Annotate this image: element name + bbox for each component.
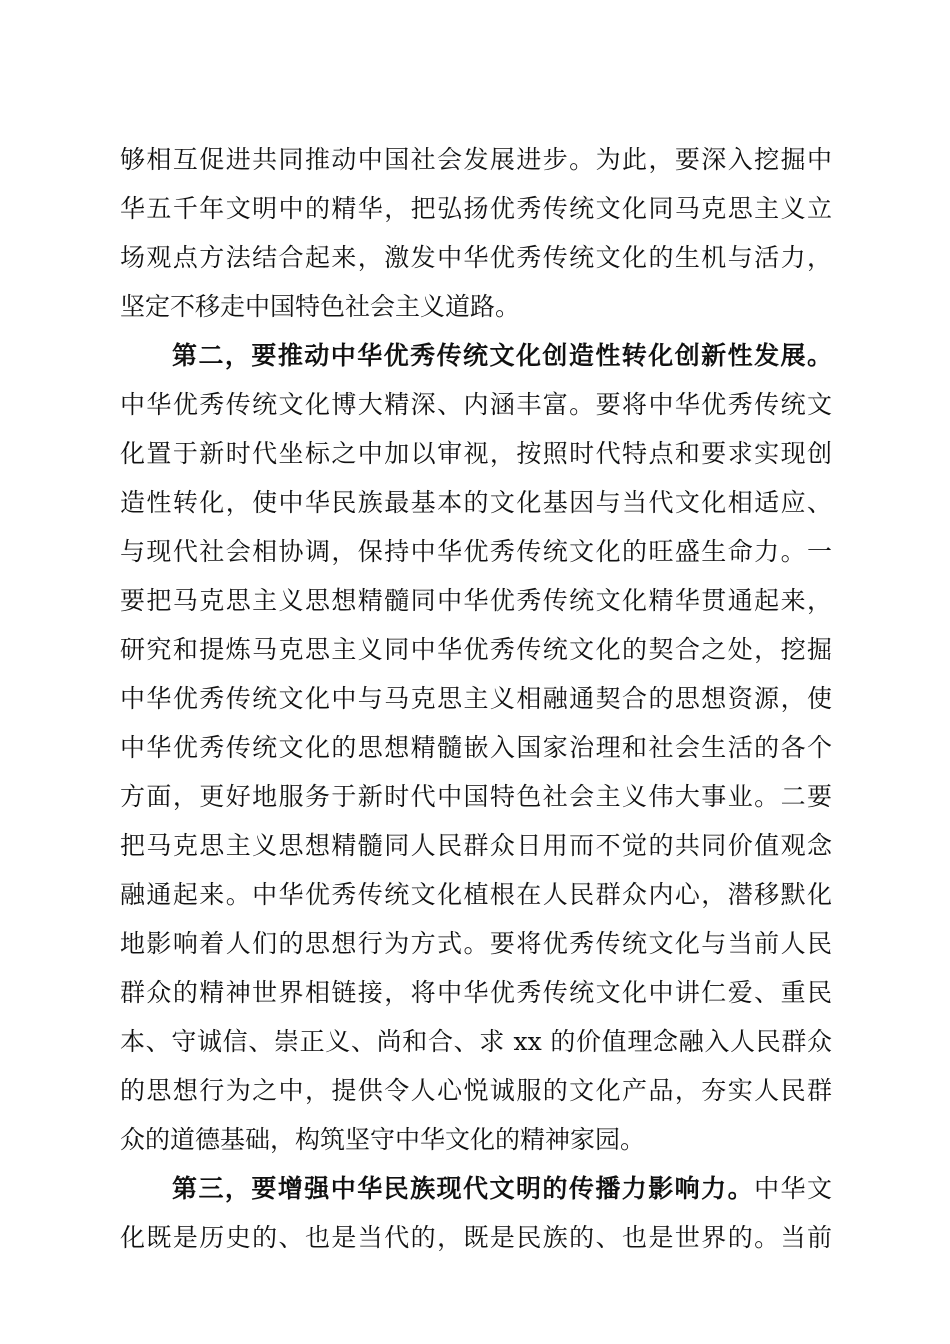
- text-line: 坚定不移走中国特色社会主义道路。: [120, 292, 521, 321]
- text-line: 把马克思主义思想精髓同人民群众日用而不觉的共同价值观念: [120, 831, 832, 860]
- text-line: 化既是历史的、也是当代的，既是民族的、也是世界的。当前: [120, 1223, 832, 1252]
- text-line: 化置于新时代坐标之中加以审视，按照时代特点和要求实现创: [120, 439, 832, 468]
- text-line: 本、守诚信、崇正义、尚和合、求 xx 的价值理念融入人民群众: [120, 1027, 832, 1056]
- text-line: 研究和提炼马克思主义同中华优秀传统文化的契合之处，挖掘: [120, 635, 832, 664]
- section-paragraph-start: [172, 1169, 832, 1209]
- text-line: 中华优秀传统文化的思想精髓嵌入国家治理和社会生活的各个: [120, 733, 832, 762]
- text-line: 与现代社会相协调，保持中华优秀传统文化的旺盛生命力。一: [120, 537, 832, 566]
- text-line: 融通起来。中华优秀传统文化植根在人民群众内心，潜移默化: [120, 880, 832, 909]
- text-line: 众的道德基础，构筑坚守中华文化的精神家园。: [120, 1125, 646, 1154]
- text-line: 够相互促进共同推动中国社会发展进步。为此，要深入挖掘中: [120, 145, 832, 174]
- section-heading: 第三，要增强中华民族现代文明的传播力影响力。: [172, 1174, 755, 1203]
- text-line: 要把马克思主义思想精髓同中华优秀传统文化精华贯通起来，: [120, 586, 832, 615]
- text-fragment: 中华文: [754, 1174, 832, 1203]
- text-line: 地影响着人们的思想行为方式。要将优秀传统文化与当前人民: [120, 929, 832, 958]
- text-line: 造性转化，使中华民族最基本的文化基因与当代文化相适应、: [120, 488, 832, 517]
- text-line: 华五千年文明中的精华，把弘扬优秀传统文化同马克思主义立: [120, 194, 832, 223]
- text-line: 方面，更好地服务于新时代中国特色社会主义伟大事业。二要: [120, 782, 832, 811]
- text-line: 群众的精神世界相链接，将中华优秀传统文化中讲仁爱、重民: [120, 978, 832, 1007]
- text-line: 中华优秀传统文化中与马克思主义相融通契合的思想资源，使: [120, 684, 832, 713]
- text-line: 中华优秀传统文化博大精深、内涵丰富。要将中华优秀传统文: [120, 390, 832, 419]
- section-heading: 第二，要推动中华优秀传统文化创造性转化创新性发展。: [172, 341, 832, 370]
- text-line: 场观点方法结合起来，激发中华优秀传统文化的生机与活力，: [120, 243, 832, 272]
- text-line: 的思想行为之中，提供令人心悦诚服的文化产品，夯实人民群: [120, 1076, 832, 1105]
